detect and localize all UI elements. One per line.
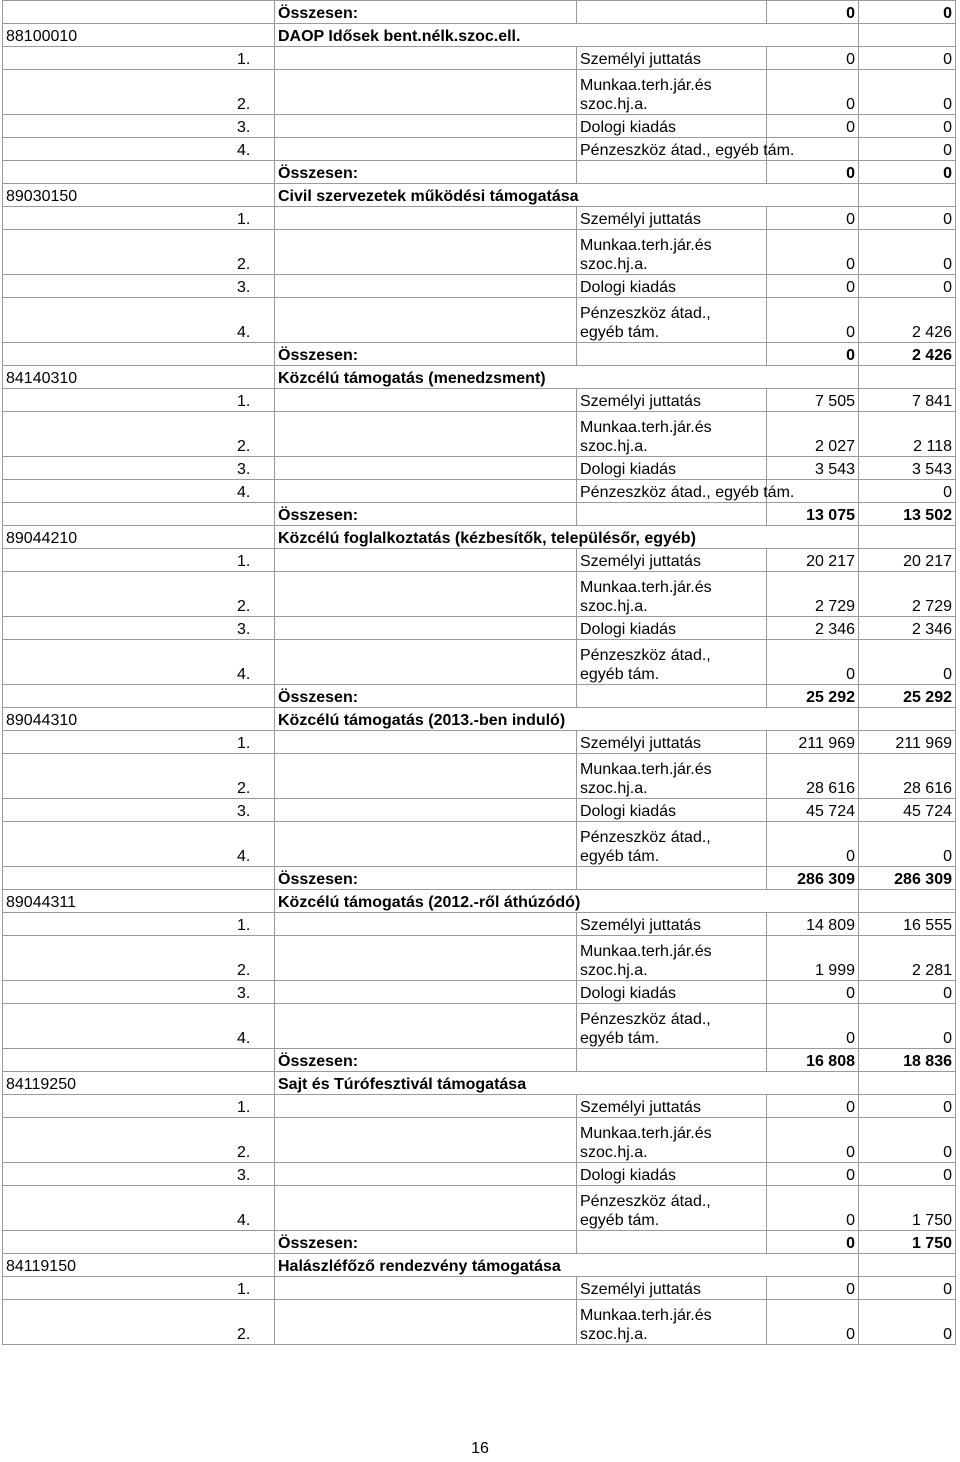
line-item-label-part: Munkaa.terh.jár.és (580, 1125, 712, 1142)
line-item-index: 2. (3, 70, 275, 115)
line-item-index: 2. (3, 412, 275, 457)
line-item-value-1: 0 (767, 1186, 859, 1231)
line-item-label-part: Személyi juttatás (580, 51, 701, 68)
line-item-index: 1. (3, 47, 275, 70)
section-total-row (3, 161, 956, 184)
line-item-value-2: 0 (859, 1118, 956, 1163)
section-header-row (3, 526, 956, 549)
line-item-value-1: 0 (767, 1163, 859, 1186)
line-item-row (3, 230, 956, 275)
line-item-index: 1. (3, 913, 275, 936)
line-item-label-part: Pénzeszköz átad., (580, 305, 711, 322)
line-item-row (3, 298, 956, 343)
section-total-value-2: 1 750 (859, 1231, 956, 1254)
line-item-value-2: 2 281 (859, 936, 956, 981)
line-item-label-part: Dologi kiadás (580, 621, 677, 638)
line-item-row (3, 70, 956, 115)
line-item-index: 2. (3, 936, 275, 981)
line-item-label (577, 572, 767, 617)
line-item-value-1: 0 (767, 70, 859, 115)
line-item-value-1: 2 729 (767, 572, 859, 617)
line-item-label-part: egyéb tám. (580, 848, 660, 865)
line-item-label-part: szoc.hj.a. (580, 962, 648, 979)
section-title: Közcélú támogatás (2013.-ben induló) (275, 708, 859, 731)
section-code: 84119150 (3, 1254, 275, 1277)
line-item-value-1: 45 724 (767, 799, 859, 822)
line-item-label (577, 754, 767, 799)
line-item-label-part: egyéb tám. (580, 666, 660, 683)
line-item-value-2: 0 (859, 1163, 956, 1186)
line-item-index: 2. (3, 1300, 275, 1345)
line-item-value-1: 3 543 (767, 457, 859, 480)
line-item-row (3, 799, 956, 822)
section-title: DAOP Idősek bent.nélk.szoc.ell. (275, 24, 859, 47)
section-total-value-2: 25 292 (859, 685, 956, 708)
section-header-row (3, 708, 956, 731)
line-item-label-part: Pénzeszköz átad., egyéb tám. (580, 142, 795, 159)
section-total-row (3, 1231, 956, 1254)
line-item-value-1: 0 (767, 981, 859, 1004)
line-item-index: 3. (3, 1163, 275, 1186)
section-header-row (3, 24, 956, 47)
line-item-row (3, 617, 956, 640)
section-header-row (3, 890, 956, 913)
line-item-label (577, 549, 767, 572)
line-item-row (3, 138, 956, 161)
line-item-label (577, 115, 767, 138)
line-item-label-part: Személyi juttatás (580, 211, 701, 228)
line-item-label (577, 913, 767, 936)
line-item-row (3, 572, 956, 617)
line-item-label (577, 936, 767, 981)
line-item-value-1: 0 (767, 207, 859, 230)
line-item-row (3, 981, 956, 1004)
line-item-value-1: 0 (767, 1118, 859, 1163)
total-value-2: 0 (859, 1, 956, 24)
line-item-row (3, 1095, 956, 1118)
line-item-index: 4. (3, 1004, 275, 1049)
section-total-label: Összesen: (275, 503, 577, 526)
section-total-row (3, 867, 956, 890)
line-item-row (3, 412, 956, 457)
section-total-value-2: 13 502 (859, 503, 956, 526)
section-header-row (3, 184, 956, 207)
line-item-value-1: 2 027 (767, 412, 859, 457)
line-item-row (3, 1118, 956, 1163)
line-item-label-part: szoc.hj.a. (580, 1144, 648, 1161)
section-code: 89030150 (3, 184, 275, 207)
line-item-index: 1. (3, 207, 275, 230)
line-item-index: 3. (3, 115, 275, 138)
line-item-label-part: Pénzeszköz átad., (580, 1011, 711, 1028)
line-item-label-part: Személyi juttatás (580, 1281, 701, 1298)
line-item-value-1: 0 (767, 1095, 859, 1118)
line-item-label (577, 617, 767, 640)
line-item-value-2: 0 (859, 70, 956, 115)
budget-table-body (3, 1, 956, 1345)
line-item-label (577, 1277, 767, 1300)
line-item-value-2: 0 (859, 1004, 956, 1049)
line-item-value-1: 0 (767, 1277, 859, 1300)
line-item-label-part: Személyi juttatás (580, 917, 701, 934)
line-item-label (577, 1163, 767, 1186)
section-code: 84140310 (3, 366, 275, 389)
line-item-index: 4. (3, 480, 275, 503)
line-item-index: 1. (3, 549, 275, 572)
line-item-label-part: Dologi kiadás (580, 279, 677, 296)
line-item-value-2: 20 217 (859, 549, 956, 572)
section-code: 89044210 (3, 526, 275, 549)
line-item-row (3, 731, 956, 754)
line-item-label-part: Munkaa.terh.jár.és (580, 943, 712, 960)
line-item-value-2: 16 555 (859, 913, 956, 936)
line-item-value-1: 0 (767, 115, 859, 138)
total-value-1: 0 (767, 1, 859, 24)
line-item-value-2: 2 426 (859, 298, 956, 343)
line-item-label (577, 731, 767, 754)
line-item-value-2: 0 (859, 275, 956, 298)
line-item-index: 2. (3, 230, 275, 275)
line-item-value-2: 0 (859, 138, 956, 161)
section-title: Halászléfőző rendezvény támogatása (275, 1254, 859, 1277)
section-total-value-1: 13 075 (767, 503, 859, 526)
line-item-label-part: szoc.hj.a. (580, 438, 648, 455)
line-item-row (3, 207, 956, 230)
line-item-value-1: 7 505 (767, 389, 859, 412)
line-item-row (3, 822, 956, 867)
line-item-value-1: 20 217 (767, 549, 859, 572)
line-item-value-2: 0 (859, 115, 956, 138)
line-item-index: 1. (3, 389, 275, 412)
section-code: 89044311 (3, 890, 275, 913)
line-item-index: 4. (3, 138, 275, 161)
section-code: 88100010 (3, 24, 275, 47)
budget-table-container (2, 0, 955, 1345)
section-header-row (3, 366, 956, 389)
line-item-index: 2. (3, 572, 275, 617)
line-item-label (577, 480, 795, 503)
line-item-label (577, 47, 767, 70)
section-total-row (3, 503, 956, 526)
line-item-index: 4. (3, 640, 275, 685)
line-item-label (577, 822, 767, 867)
line-item-value-2: 2 729 (859, 572, 956, 617)
line-item-label-part: Munkaa.terh.jár.és (580, 1307, 712, 1324)
line-item-label-part: Pénzeszköz átad., (580, 647, 711, 664)
line-item-label (577, 1186, 767, 1231)
line-item-row (3, 115, 956, 138)
page-number: 16 (471, 1440, 489, 1457)
line-item-index: 3. (3, 981, 275, 1004)
section-total-label: Összesen: (275, 685, 577, 708)
total-label: Összesen: (275, 1, 577, 24)
line-item-label (577, 1004, 767, 1049)
section-total-label: Összesen: (275, 1049, 577, 1072)
line-item-row (3, 47, 956, 70)
line-item-value-1: 211 969 (767, 731, 859, 754)
line-item-label (577, 207, 767, 230)
line-item-label (577, 389, 767, 412)
section-total-value-2: 0 (859, 161, 956, 184)
line-item-value-2: 0 (859, 480, 956, 503)
line-item-value-1: 1 999 (767, 936, 859, 981)
line-item-label-part: egyéb tám. (580, 1212, 660, 1229)
line-item-label-part: szoc.hj.a. (580, 598, 648, 615)
line-item-index: 4. (3, 298, 275, 343)
line-item-label-part: szoc.hj.a. (580, 96, 648, 113)
line-item-value-2: 3 543 (859, 457, 956, 480)
section-total-value-1: 0 (767, 343, 859, 366)
line-item-index: 1. (3, 1095, 275, 1118)
line-item-label (577, 640, 767, 685)
line-item-label (577, 457, 767, 480)
section-total-value-1: 16 808 (767, 1049, 859, 1072)
line-item-row (3, 1277, 956, 1300)
line-item-label-part: Munkaa.terh.jár.és (580, 77, 712, 94)
line-item-label-part: Dologi kiadás (580, 803, 677, 820)
section-title: Civil szervezetek működési támogatása (275, 184, 859, 207)
line-item-label (577, 1118, 767, 1163)
line-item-row (3, 640, 956, 685)
line-item-value-2: 1 750 (859, 1186, 956, 1231)
section-total-label: Összesen: (275, 343, 577, 366)
line-item-label-part: Munkaa.terh.jár.és (580, 761, 712, 778)
total-row (3, 1, 956, 24)
line-item-row (3, 275, 956, 298)
line-item-value-2: 7 841 (859, 389, 956, 412)
line-item-value-1: 0 (767, 1004, 859, 1049)
section-total-value-1: 0 (767, 1231, 859, 1254)
line-item-label (577, 981, 767, 1004)
line-item-value-1: 0 (767, 822, 859, 867)
line-item-label-part: szoc.hj.a. (580, 256, 648, 273)
section-total-value-1: 0 (767, 161, 859, 184)
line-item-value-2: 2 346 (859, 617, 956, 640)
line-item-index: 3. (3, 457, 275, 480)
line-item-index: 3. (3, 617, 275, 640)
line-item-row (3, 480, 956, 503)
line-item-index: 2. (3, 754, 275, 799)
line-item-value-2: 0 (859, 1095, 956, 1118)
line-item-value-2: 2 118 (859, 412, 956, 457)
line-item-value-1: 0 (767, 298, 859, 343)
section-total-label: Összesen: (275, 867, 577, 890)
line-item-value-1: 0 (767, 275, 859, 298)
line-item-value-2: 0 (859, 207, 956, 230)
line-item-value-2: 28 616 (859, 754, 956, 799)
line-item-label-part: Pénzeszköz átad., (580, 829, 711, 846)
line-item-label-part: Személyi juttatás (580, 553, 701, 570)
section-total-value-2: 286 309 (859, 867, 956, 890)
line-item-label-part: Személyi juttatás (580, 393, 701, 410)
section-total-value-1: 286 309 (767, 867, 859, 890)
section-title: Közcélú foglalkoztatás (kézbesítők, településőr, egyéb) (275, 526, 859, 549)
budget-table (2, 0, 956, 1345)
line-item-label (577, 412, 767, 457)
line-item-label-part: Pénzeszköz átad., egyéb tám. (580, 484, 795, 501)
section-code: 89044310 (3, 708, 275, 731)
section-title: Sajt és Túrófesztivál támogatása (275, 1072, 859, 1095)
line-item-value-2: 211 969 (859, 731, 956, 754)
line-item-label (577, 1095, 767, 1118)
section-header-row (3, 1254, 956, 1277)
line-item-label-part: Dologi kiadás (580, 1167, 677, 1184)
line-item-value-1: 0 (767, 640, 859, 685)
line-item-value-1: 0 (767, 47, 859, 70)
section-total-value-1: 25 292 (767, 685, 859, 708)
line-item-label-part: szoc.hj.a. (580, 1326, 648, 1343)
line-item-value-1: 2 346 (767, 617, 859, 640)
section-title: Közcélú támogatás (2012.-ről áthúzódó) (275, 890, 859, 913)
line-item-label (577, 298, 767, 343)
line-item-value-2: 0 (859, 1277, 956, 1300)
line-item-row (3, 913, 956, 936)
line-item-value-1: 28 616 (767, 754, 859, 799)
section-header-row (3, 1072, 956, 1095)
line-item-value-2: 0 (859, 1300, 956, 1345)
line-item-index: 3. (3, 275, 275, 298)
section-total-value-2: 18 836 (859, 1049, 956, 1072)
line-item-value-2: 0 (859, 822, 956, 867)
line-item-row (3, 1186, 956, 1231)
line-item-value-1: 14 809 (767, 913, 859, 936)
line-item-index: 4. (3, 1186, 275, 1231)
line-item-label-part: Dologi kiadás (580, 985, 677, 1002)
line-item-label-part: Személyi juttatás (580, 1099, 701, 1116)
line-item-row (3, 549, 956, 572)
line-item-label-part: egyéb tám. (580, 324, 660, 341)
line-item-label-part: szoc.hj.a. (580, 780, 648, 797)
line-item-label-part: Dologi kiadás (580, 461, 677, 478)
line-item-row (3, 457, 956, 480)
line-item-value-2: 45 724 (859, 799, 956, 822)
line-item-row (3, 389, 956, 412)
section-total-row (3, 343, 956, 366)
line-item-index: 1. (3, 1277, 275, 1300)
line-item-row (3, 754, 956, 799)
line-item-value-1: 0 (767, 230, 859, 275)
line-item-label-part: Pénzeszköz átad., (580, 1193, 711, 1210)
line-item-label-part: Munkaa.terh.jár.és (580, 419, 712, 436)
line-item-row (3, 936, 956, 981)
line-item-label-part: Dologi kiadás (580, 119, 677, 136)
line-item-label-part: Személyi juttatás (580, 735, 701, 752)
line-item-value-2: 0 (859, 981, 956, 1004)
line-item-label (577, 138, 795, 161)
section-total-row (3, 685, 956, 708)
line-item-value-2: 0 (859, 47, 956, 70)
line-item-row (3, 1163, 956, 1186)
line-item-value-1: 0 (767, 1300, 859, 1345)
line-item-index: 4. (3, 822, 275, 867)
line-item-label (577, 70, 767, 115)
section-code: 84119250 (3, 1072, 275, 1095)
line-item-label-part: egyéb tám. (580, 1030, 660, 1047)
section-title: Közcélú támogatás (menedzsment) (275, 366, 859, 389)
line-item-label-part: Munkaa.terh.jár.és (580, 579, 712, 596)
line-item-label (577, 275, 767, 298)
section-total-value-2: 2 426 (859, 343, 956, 366)
section-total-label: Összesen: (275, 1231, 577, 1254)
line-item-index: 3. (3, 799, 275, 822)
line-item-label (577, 230, 767, 275)
line-item-row (3, 1300, 956, 1345)
line-item-value-2: 0 (859, 640, 956, 685)
line-item-label-part: Munkaa.terh.jár.és (580, 237, 712, 254)
line-item-row (3, 1004, 956, 1049)
line-item-value-2: 0 (859, 230, 956, 275)
line-item-index: 2. (3, 1118, 275, 1163)
line-item-index: 1. (3, 731, 275, 754)
section-total-label: Összesen: (275, 161, 577, 184)
section-total-row (3, 1049, 956, 1072)
line-item-label (577, 1300, 767, 1345)
line-item-label (577, 799, 767, 822)
